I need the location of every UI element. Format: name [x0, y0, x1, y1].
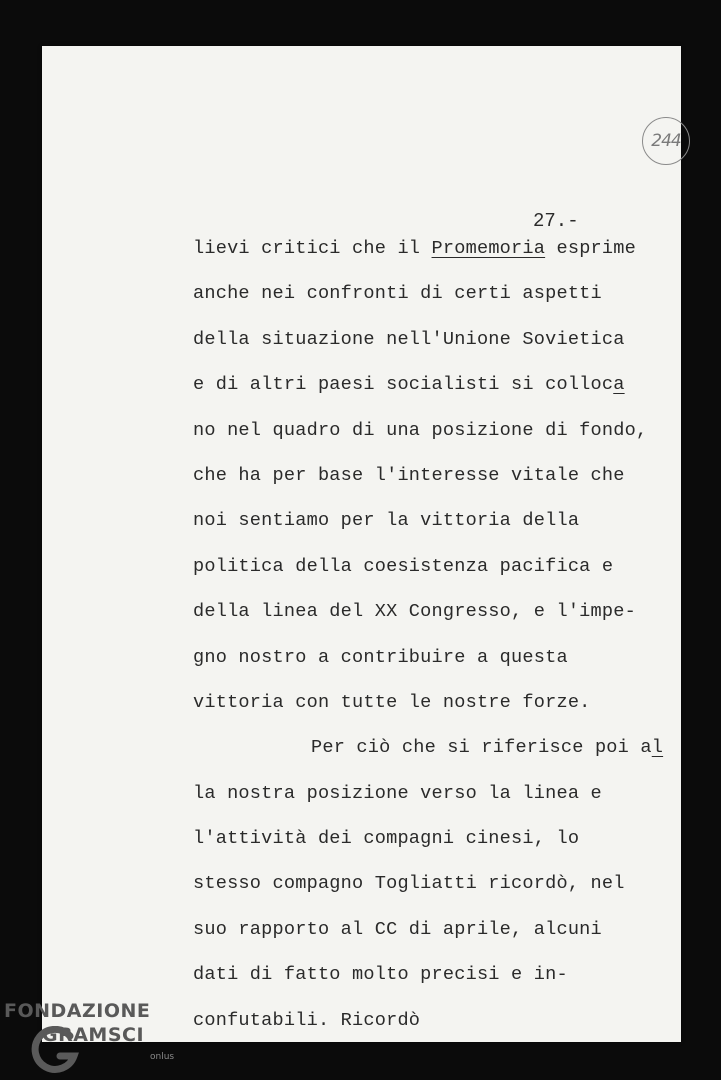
text-line-segment: no nel quadro di una posizione di fondo,: [193, 419, 648, 441]
text-line-segment: la nostra posizione verso la linea e: [193, 782, 602, 804]
text-line: [193, 771, 683, 816]
text-line-segment: stesso compagno Togliatti ricordò, nel: [193, 873, 625, 895]
text-line-segment: della linea del XX Congresso, e l'impe-: [193, 601, 636, 623]
text-line-segment: della situazione nell'Unione Sovietica: [193, 328, 625, 350]
foundation-watermark: [4, 996, 184, 1080]
archive-number-stamp: 244: [642, 117, 690, 165]
text-line: [193, 317, 683, 362]
text-line-segment: Per ciò che si riferisce poi a: [311, 737, 652, 759]
text-line: [193, 498, 683, 543]
text-line-segment: politica della coesistenza pacifica e: [193, 555, 614, 577]
text-line: [193, 544, 683, 589]
text-line-segment: dati di fatto molto precisi e in-: [193, 964, 568, 986]
text-line: [193, 861, 683, 906]
text-line: [193, 362, 683, 407]
text-line: [193, 952, 683, 997]
watermark-line-1: FONDAZIONE: [4, 1000, 151, 1022]
typewritten-text: [193, 226, 683, 1043]
text-line-segment: suo rapporto al CC di aprile, alcuni: [193, 918, 602, 940]
text-line: [193, 907, 683, 952]
text-line-segment: l'attività dei compagni cinesi, lo: [193, 828, 580, 850]
text-line-segment: e di altri paesi socialisti si colloc: [193, 374, 614, 396]
text-line-segment: esprime: [545, 238, 636, 259]
text-line-segment: confutabili. Ricordò: [193, 1009, 421, 1031]
underlined-text: Promemoria: [431, 238, 546, 259]
text-line: [193, 453, 683, 498]
text-line: [193, 408, 683, 453]
text-line: [193, 816, 683, 861]
text-line-segment: vittoria con tutte le nostre forze.: [193, 691, 591, 713]
text-line: [193, 635, 683, 680]
text-line-segment: noi sentiamo per la vittoria della: [193, 510, 580, 532]
text-line: [193, 680, 683, 725]
underlined-text: l: [651, 737, 664, 759]
watermark-subtitle: onlus: [150, 1052, 175, 1062]
text-line: [193, 998, 683, 1043]
text-line: [193, 271, 683, 316]
text-line-segment: anche nei confronti di certi aspetti: [193, 283, 602, 305]
page-number: 27.-: [533, 210, 579, 232]
underlined-text: a: [613, 374, 625, 396]
text-line: [193, 226, 683, 271]
text-line: [193, 589, 683, 634]
text-line-segment: gno nostro a contribuire a questa: [193, 646, 568, 668]
text-line: [193, 725, 683, 770]
text-line-segment: che ha per base l'interesse vitale che: [193, 464, 625, 486]
watermark-line-2: GRAMSCI: [42, 1024, 145, 1046]
text-line-segment: lievi critici che il: [193, 238, 432, 259]
